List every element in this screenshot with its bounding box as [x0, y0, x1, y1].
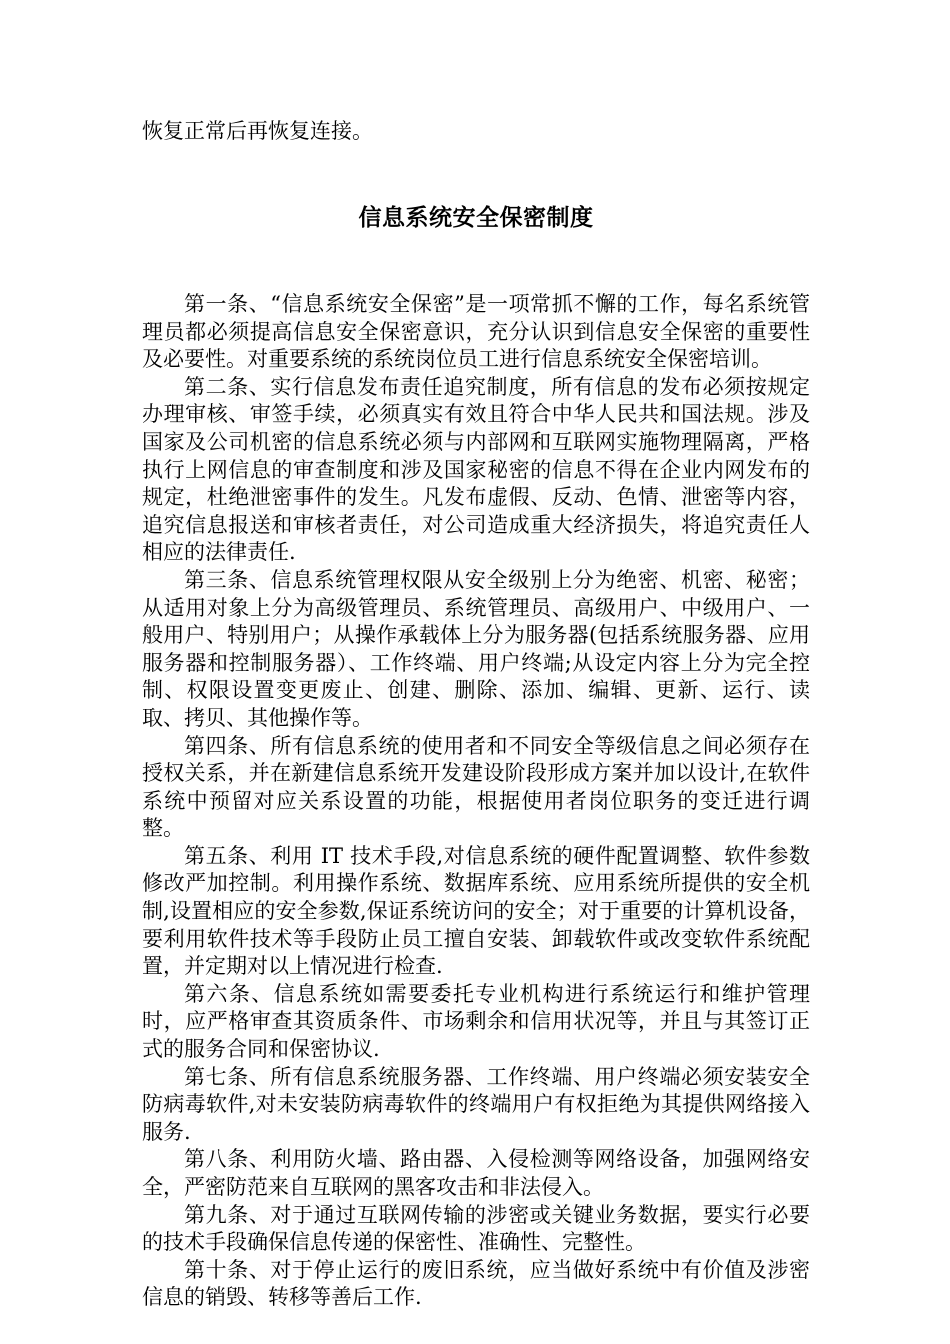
article-7: 第七条、所有信息系统服务器、工作终端、用户终端必须安装安全防病毒软件,对未安装防病毒软件的终端用户有权拒绝为其提供网络接入服务. [142, 1064, 810, 1144]
article-6: 第六条、信息系统如需要委托专业机构进行系统运行和维护管理时，应严格审查其资质条件、市场剩余和信用状况等，并且与其签订正式的服务合同和保密协议. [142, 981, 810, 1062]
article-8: 第八条、利用防火墙、路由器、入侵检测等网络设备，加强网络安全，严密防范来自互联网的黑客攻击和非法侵入。 [142, 1147, 810, 1199]
document-body [142, 118, 810, 1312]
document-title: 信息系统安全保密制度 [358, 205, 594, 231]
article-1: 第一条、“信息系统安全保密”是一项常抓不懈的工作，每名系统管理员都必须提高信息安全保密意识，充分认识到信息安全保密的重要性及必要性。对重要系统的系统岗位员工进行信息系统安全保密培训。 [142, 292, 810, 372]
article-5: 第五条、利用 IT 技术手段,对信息系统的硬件配置调整、软件参数修改严加控制。利用操作系统、数据库系统、应用系统所提供的安全机制,设置相应的安全参数,保证系统访问的安全；对于重要的计算机设备，要利用软件技术等手段防止员工擅自安装、卸载软件或改变软件系统配置，并定期对以上情况进行检查. [142, 843, 810, 979]
article-9: 第九条、对于通过互联网传输的涉密或关键业务数据，要实行必要的技术手段确保信息传递的保密性、准确性、完整性。 [142, 1202, 810, 1255]
article-10: 第十条、对于停止运行的废旧系统，应当做好系统中有价值及涉密信息的销毁、转移等善后工作. [142, 1257, 810, 1310]
continuation-line: 恢复正常后再恢复连接。 [142, 119, 373, 143]
article-2: 第二条、实行信息发布责任追究制度，所有信息的发布必须按规定办理审核、审签手续，必须真实有效且符合中华人民共和国法规。涉及国家及公司机密的信息系统必须与内部网和互联网实施物理隔离，严格执行上网信息的审查制度和涉及国家秘密的信息不得在企业内网发布的规定，杜绝泄密事件的发生。凡发布虚假、反动、色情、泄密等内容，追究信息报送和审核者责任，对公司造成重大经济损失，将追究责任人相应的法律责任. [142, 374, 810, 565]
article-4: 第四条、所有信息系统的使用者和不同安全等级信息之间必须存在授权关系，并在新建信息系统开发建设阶段形成方案并加以设计,在软件系统中预留对应关系设置的功能，根据使用者岗位职务的变迁进行调整。 [142, 733, 810, 841]
article-3: 第三条、信息系统管理权限从安全级别上分为绝密、机密、秘密；从适用对象上分为高级管理员、系统管理员、高级用户、中级用户、一般用户、特别用户；从操作承载体上分为服务器(包括系统服务器、应用服务器和控制服务器）、工作终端、用户终端;从设定内容上分为完全控制、权限设置变更废止、创建、删除、添加、编辑、更新、运行、读取、拷贝、其他操作等。 [142, 567, 810, 730]
